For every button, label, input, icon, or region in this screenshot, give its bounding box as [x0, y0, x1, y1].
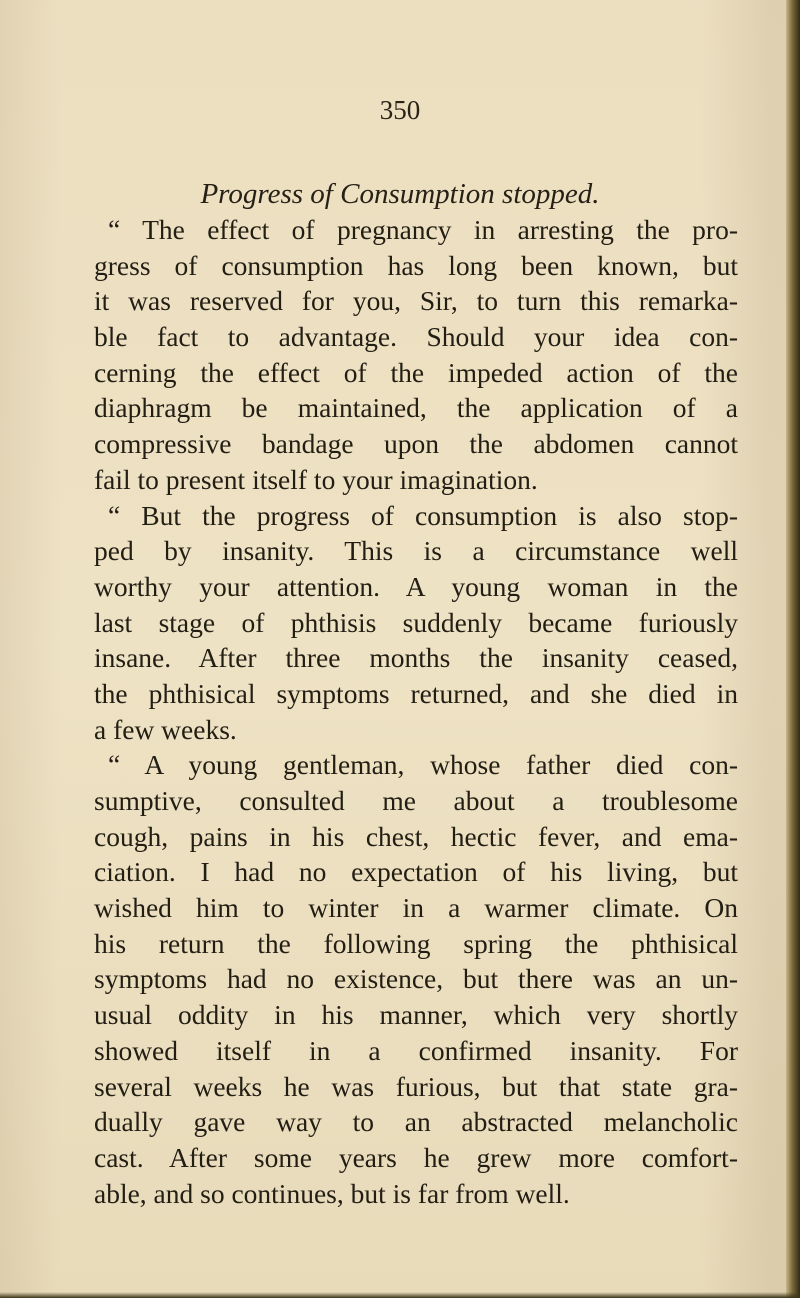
text-line: showed itself in a confirmed insanity. For: [94, 1034, 738, 1066]
text-line: several weeks he was furious, but that state gra-: [94, 1070, 738, 1102]
text-line: ped by insanity. This is a circumstance well: [94, 535, 738, 567]
paragraph: [94, 212, 738, 498]
text-line: ble fact to advantage. Should your idea con-: [94, 321, 738, 353]
page-edge-shadow: [786, 0, 800, 1298]
text-line: it was reserved for you, Sir, to turn this remarka-: [94, 285, 738, 317]
page-bottom-shadow: [0, 1292, 800, 1298]
text-line: symptoms had no existence, but there was an un-: [94, 963, 738, 995]
text-line: last stage of phthisis suddenly became furiously: [94, 606, 738, 638]
text-line: “ A young gentleman, whose father died con-: [108, 749, 738, 781]
text-line: a few weeks.: [94, 713, 237, 745]
paragraph: [94, 498, 738, 748]
text-line: dually gave way to an abstracted melancholic: [94, 1106, 738, 1138]
text-line: fail to present itself to your imagination.: [94, 463, 538, 495]
text-line: cough, pains in his chest, hectic fever, and ema-: [94, 820, 738, 852]
section-heading: Progress of Consumption stopped.: [200, 178, 600, 210]
page-number: 350: [379, 95, 421, 125]
text-line: wished him to winter in a warmer climate. On: [94, 892, 738, 924]
text-line: cerning the effect of the impeded action of the: [94, 356, 738, 388]
paragraph: [94, 747, 738, 1211]
text-line: usual oddity in his manner, which very shortly: [94, 999, 738, 1031]
text-line: “ The effect of pregnancy in arresting the pro-: [108, 214, 738, 245]
text-line: the phthisical symptoms returned, and she died in: [94, 677, 738, 709]
text-line: cast. After some years he grew more comfort-: [94, 1141, 738, 1173]
text-line: “ But the progress of consumption is also stop-: [108, 499, 738, 531]
text-line: gress of consumption has long been known, but: [94, 249, 738, 281]
text-line: ciation. I had no expectation of his living, but: [94, 856, 738, 888]
text-line: able, and so continues, but is far from well.: [94, 1177, 570, 1209]
body-text: [94, 212, 738, 1211]
text-line: sumptive, consulted me about a troublesome: [94, 785, 738, 816]
text-line: worthy your attention. A young woman in the: [94, 570, 738, 602]
text-line: insane. After three months the insanity ceased,: [94, 642, 738, 674]
text-line: diaphragm be maintained, the application of a: [94, 392, 738, 424]
text-line: compressive bandage upon the abdomen cannot: [94, 428, 738, 460]
text-line: his return the following spring the phthisical: [94, 927, 738, 959]
